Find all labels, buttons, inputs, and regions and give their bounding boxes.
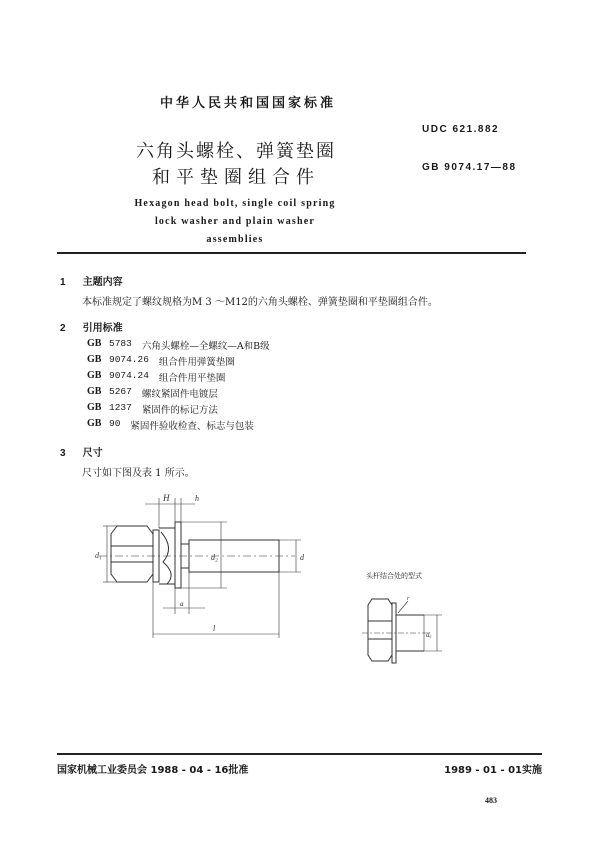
section-2-heading	[60, 316, 123, 335]
reference-number: 5783	[109, 338, 132, 349]
section-title: 主题内容	[82, 277, 123, 288]
reference-name: 组合件用平垫圈	[158, 373, 226, 384]
standard-number: GB 9074.17—88	[422, 162, 517, 173]
section-title: 尺寸	[82, 448, 103, 459]
title-en-line1: Hexagon head bolt, single coil spring	[134, 198, 336, 209]
national-standard-label: 中华人民共和国国家标准	[160, 96, 337, 111]
title-cn-line2: 和平垫圈组合件	[152, 167, 320, 188]
reference-name: 紧固件验收检查、标志与包装	[130, 421, 254, 432]
reference-prefix: GB	[87, 354, 102, 365]
reference-number: 5267	[109, 386, 132, 397]
reference-item	[87, 370, 225, 384]
label-r: r	[407, 596, 410, 602]
reference-prefix: GB	[87, 386, 102, 397]
label-d2: d₂	[211, 553, 218, 562]
header-divider	[57, 252, 526, 254]
section-3-body: 尺寸如下图及表 1 所示。	[82, 468, 195, 479]
section-1-heading	[60, 270, 123, 289]
section-title: 引用标准	[82, 323, 123, 334]
label-d1: d₁	[95, 551, 102, 560]
reference-prefix: GB	[87, 338, 102, 349]
udc-code: UDC 621.882	[422, 124, 500, 135]
hex-head-outline	[111, 526, 153, 582]
title-en-line2: lock washer and plain washer	[154, 216, 316, 227]
reference-item	[87, 418, 254, 432]
label-d: d	[300, 553, 304, 562]
approval-date: 国家机械工业委员会 1988 - 04 - 16批准	[57, 765, 249, 776]
reference-item	[87, 338, 270, 352]
section-number: 2	[60, 323, 66, 334]
section-1-body: 本标准规定了螺纹规格为M 3 ～M12的六角头螺栓、弹簧垫圈和平垫圈组合件。	[82, 297, 438, 308]
effective-date: 1989 - 01 - 01实施	[444, 765, 542, 776]
reference-number: 9074.26	[109, 354, 149, 365]
reference-prefix: GB	[87, 402, 102, 413]
label-a: a	[180, 600, 184, 608]
label-h: h	[195, 494, 199, 503]
footer-divider	[57, 753, 542, 755]
head-shank-detail-drawing	[360, 585, 460, 670]
section-3-heading	[60, 441, 103, 460]
reference-item	[87, 402, 218, 416]
detail-caption: 头杆结合处的型式	[366, 572, 422, 580]
section-number: 1	[60, 277, 66, 288]
reference-prefix: GB	[87, 370, 102, 381]
reference-name: 紧固件的标记方法	[141, 405, 218, 416]
reference-name: 组合件用弹簧垫圈	[158, 357, 235, 368]
section-number: 3	[60, 448, 66, 459]
reference-item	[87, 386, 218, 400]
title-en-line3: assemblies	[206, 234, 264, 245]
reference-number: 9074.24	[109, 370, 149, 381]
reference-name: 螺纹紧固件电镀层	[141, 389, 218, 400]
reference-prefix: GB	[87, 418, 102, 429]
reference-item	[87, 354, 235, 368]
label-H: H	[163, 493, 170, 503]
reference-name: 六角头螺栓—全螺纹—A和B级	[141, 341, 270, 352]
title-cn-line1: 六角头螺栓、弹簧垫圈	[136, 141, 336, 162]
label-l: l	[213, 624, 216, 633]
page-number: 483	[485, 796, 497, 805]
reference-number: 90	[109, 418, 121, 429]
bolt-assembly-drawing	[95, 488, 320, 638]
reference-number: 1237	[109, 402, 132, 413]
label-da: dₐ	[426, 631, 432, 639]
